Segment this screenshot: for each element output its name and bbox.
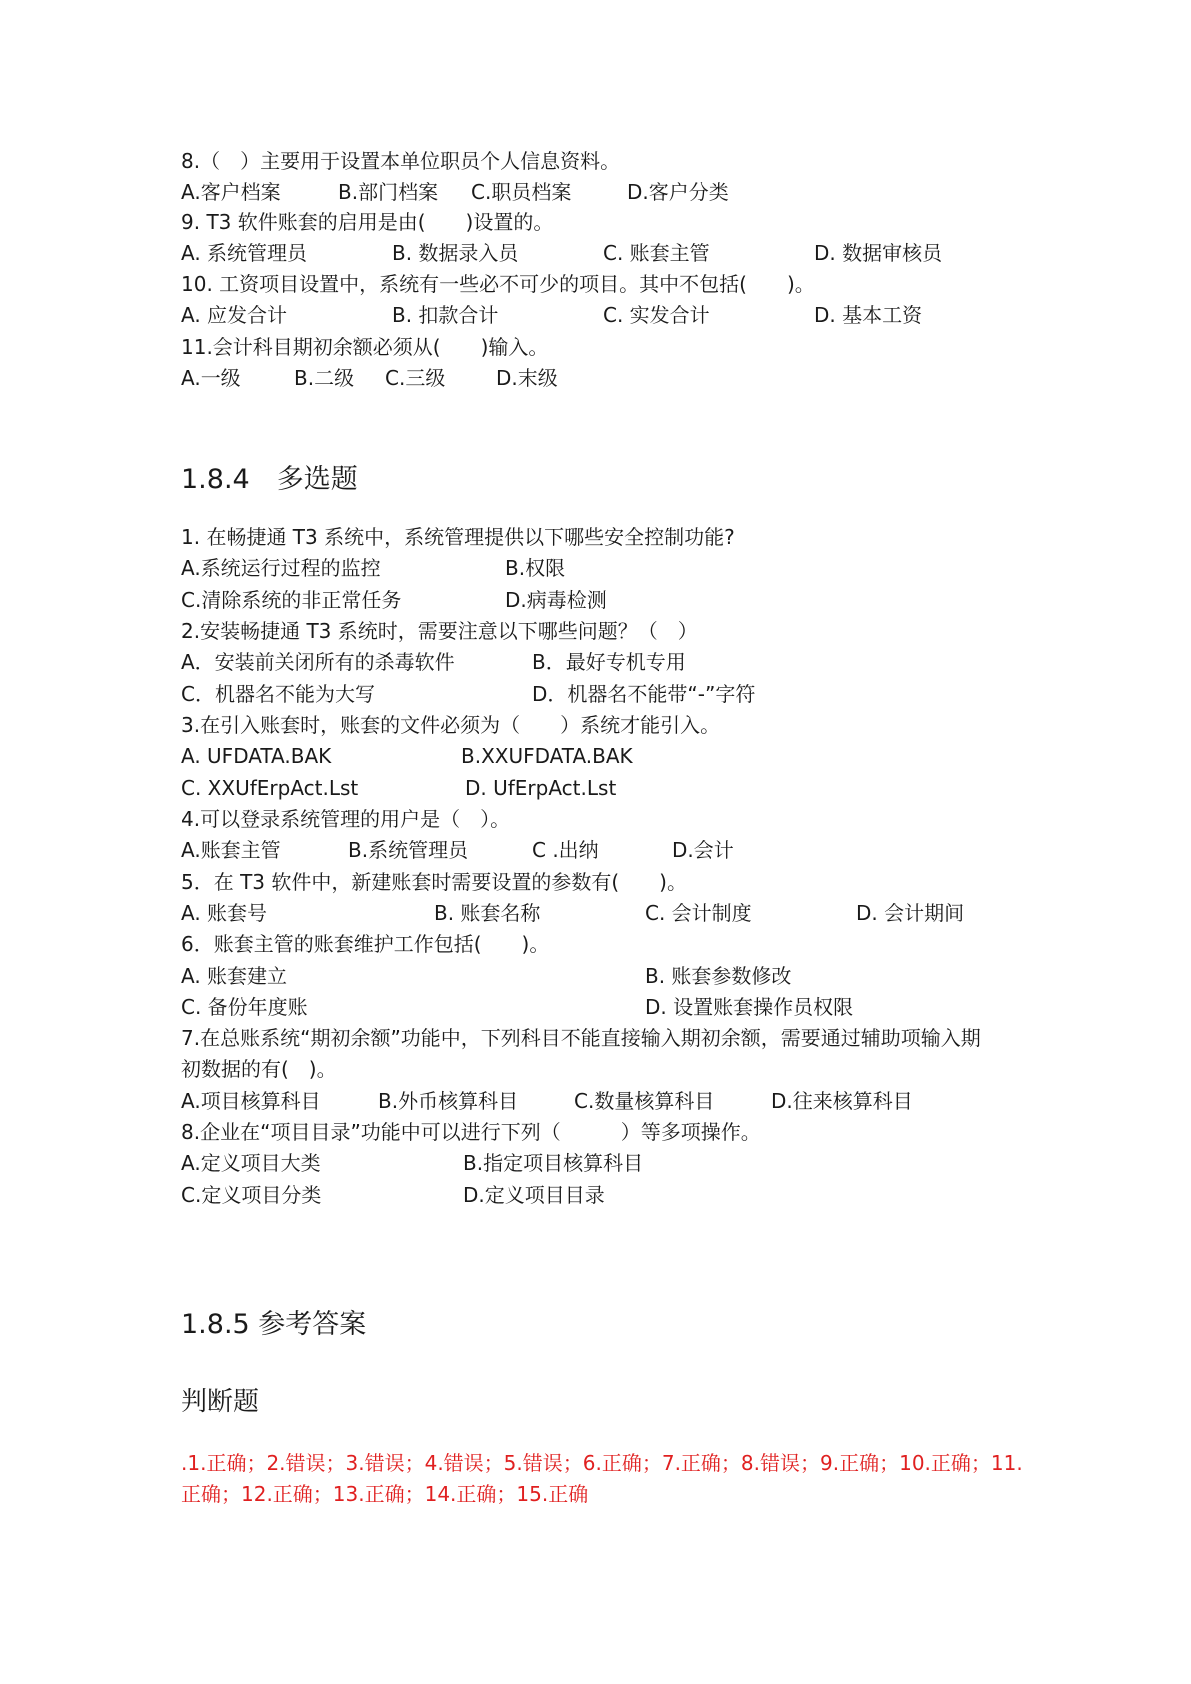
option-a: A. 账套建立 xyxy=(181,964,288,988)
option-b: B.XXUFDATA.BAK xyxy=(461,744,633,768)
option-a: A. UFDATA.BAK xyxy=(181,744,332,768)
option-d: D. UfErpAct.Lst xyxy=(465,776,617,800)
option-a: A.一级 xyxy=(181,366,241,390)
option-c: C. 账套主管 xyxy=(603,241,710,265)
option-b: B.部门档案 xyxy=(338,180,439,204)
option-d: D.往来核算科目 xyxy=(771,1089,913,1113)
option-a: A.客户档案 xyxy=(181,180,281,204)
option-b: B.指定项目核算科目 xyxy=(463,1151,644,1175)
option-b: B.外币核算科目 xyxy=(378,1089,519,1113)
option-d: D. 设置账套操作员权限 xyxy=(645,995,854,1019)
option-a: A．安装前关闭所有的杀毒软件 xyxy=(181,650,455,674)
option-d: D. 数据审核员 xyxy=(814,241,943,265)
option-c: C. 实发合计 xyxy=(603,303,710,327)
option-a: A.账套主管 xyxy=(181,838,281,862)
option-a: A. 系统管理员 xyxy=(181,241,308,265)
option-c: C.职员档案 xyxy=(471,180,572,204)
option-d: D.病毒检测 xyxy=(505,588,607,612)
option-d: D.定义项目目录 xyxy=(463,1183,605,1207)
option-c: C .出纳 xyxy=(532,838,599,862)
answer-key-true-false: .1.正确；2.错误；3.错误；4.错误；5.错误；6.正确；7.正确；8.错误；9.正确；10.正确；11.正确；12.正确；13.正确；14.正确；15.正确 xyxy=(181,1451,1023,1506)
option-a: A. 账套号 xyxy=(181,901,268,925)
option-c: C.三级 xyxy=(385,366,446,390)
option-a: A.定义项目大类 xyxy=(181,1151,321,1175)
option-d: D．机器名不能带“-”字符 xyxy=(532,682,756,706)
option-b: B．最好专机专用 xyxy=(532,650,686,674)
option-c: C.定义项目分类 xyxy=(181,1183,322,1207)
option-d: D. 基本工资 xyxy=(814,303,923,327)
option-d: D.末级 xyxy=(496,366,558,390)
option-d: D.会计 xyxy=(672,838,734,862)
option-c: C. XXUfErpAct.Lst xyxy=(181,776,359,800)
option-c: C. 会计制度 xyxy=(645,901,752,925)
section-heading-1-8-4: 1.8.4 多选题 xyxy=(181,464,358,495)
option-a: A.系统运行过程的监控 xyxy=(181,556,381,580)
document-page: 8.（ ）主要用于设置本单位职员个人信息资料。 A.客户档案 B.部门档案 C.职员档案 D.客户分类 9. T3 软件账套的启用是由( )设置的。 A. 系统管理员 B. 数据录入员 C. 账套主管 D. 数据审核员 10. 工资项目设置中，系统有一些必不可少的项目。其中不包括( )。 A. 应发合计 B. 扣款合计 C. 实发合计 D. 基本工资 11.会计科目期初余额必须从( )输入。 A.一级 B.二级 C.三级 D.末级 1.8.4 多选题 1. 在畅捷通 T3 系统中，系统管理提供以下哪些安全控制功能? A.系统运行过程的监控 B.权限 C.清除系统的非正常任务 D.病毒检测 2.安装畅捷通 T3 系统时，需要注意以下哪些问题？（ ） A．安装前关闭所有的杀毒软件 B．最好专机专用 C．机器名不能为大写 D．机器名不能带“-”字符 3.在引入账套时，账套的文件必须为（ ）系统才能引入。 A. UFDATA.BAK B.XXUFDATA.BAK C. XXUfErpAct.Lst D. UfErpAct.Lst 4.可以登录系统管理的用户是（ ）。 A.账套主管 B.系统管理员 C .出纳 D.会计 5．在 T3 软件中，新建账套时需要设置的参数有( )。 A. 账套号 B. 账套名称 C. 会计制度 D. 会计期间 6．账套主管的账套维护工作包括( )。 A. 账套建立 B. 账套参数修改 C. 备份年度账 D. 设置账套操作员权限 7.在总账系统“期初余额”功能中，下列科目不能直接输入期初余额，需要通过辅助项输入期 初数据的有( )。 A.项目核算科目 B.外币核算科目 C.数量核算科目 D.往来核算科目 8.企业在“项目目录”功能中可以进行下列（ ）等多项操作。 A.定义项目大类 B.指定项目核算科目 C.定义项目分类 D.定义项目目录 1.8.5 参考答案 判断题 .1.正确；2.错误；3.错误；4.错误；5.错误；6.正确；7.正确；8.错误；9.正确；10.正确；11.正确；12.正确；13.正确；14.正确；15.正确 xyxy=(0,0,1191,1684)
option-b: B.权限 xyxy=(505,556,566,580)
subheading-true-false: 判断题 xyxy=(181,1387,260,1417)
option-c: C. 备份年度账 xyxy=(181,995,308,1019)
option-a: A.项目核算科目 xyxy=(181,1089,321,1113)
option-d: D.客户分类 xyxy=(627,180,729,204)
option-b: B. 账套参数修改 xyxy=(645,964,792,988)
option-c: C.数量核算科目 xyxy=(574,1089,715,1113)
option-b: B. 账套名称 xyxy=(434,901,541,925)
option-b: B.二级 xyxy=(294,366,355,390)
option-b: B. 数据录入员 xyxy=(392,241,519,265)
option-b: B.系统管理员 xyxy=(348,838,469,862)
option-b: B. 扣款合计 xyxy=(392,303,499,327)
option-d: D. 会计期间 xyxy=(856,901,965,925)
option-c: C.清除系统的非正常任务 xyxy=(181,588,402,612)
option-c: C．机器名不能为大写 xyxy=(181,682,375,706)
option-a: A. 应发合计 xyxy=(181,303,288,327)
section-heading-1-8-5: 1.8.5 参考答案 xyxy=(181,1309,367,1340)
